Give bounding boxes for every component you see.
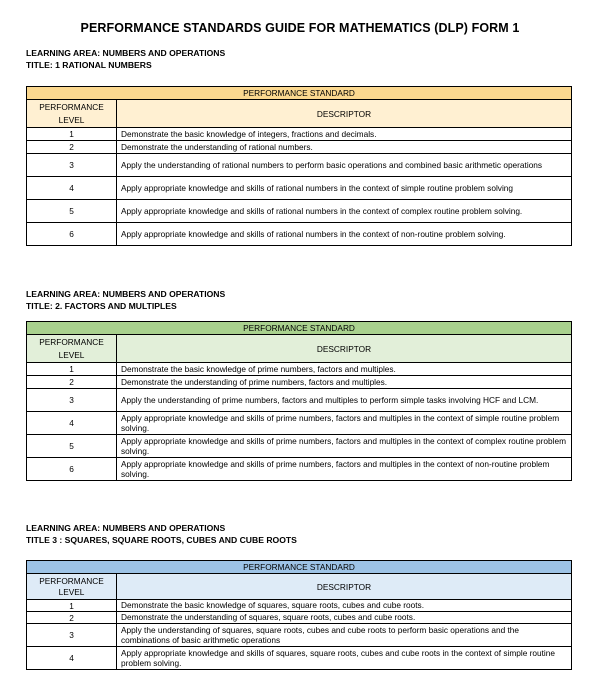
performance-level: 3 [27, 624, 117, 647]
table-row [27, 376, 572, 389]
descriptor: Demonstrate the basic knowledge of squares, square roots, cubes and cube roots. [117, 600, 572, 612]
descriptor: Apply appropriate knowledge and skills of squares, square roots, cubes and cube roots in the context of simple routine problem solving. [117, 647, 572, 670]
column-header-descriptor: DESCRIPTOR [117, 100, 572, 128]
column-header-descriptor: DESCRIPTOR [117, 335, 572, 363]
section-1-learning-area: LEARNING AREA: NUMBERS AND OPERATIONS [26, 48, 226, 58]
section-3-title: TITLE 3 : SQUARES, SQUARE ROOTS, CUBES AND CUBE ROOTS [26, 535, 297, 545]
table-row [27, 154, 572, 177]
descriptor: Demonstrate the understanding of squares, square roots, cubes and cube roots. [117, 612, 572, 624]
table-row [27, 363, 572, 376]
performance-level: 2 [27, 141, 117, 154]
section-2-learning-area: LEARNING AREA: NUMBERS AND OPERATIONS [26, 289, 226, 299]
descriptor: Apply the understanding of squares, square roots, cubes and cube roots to perform basic operations and the combinations of basic arithmetic operations [117, 624, 572, 647]
section-1-meta [26, 47, 225, 71]
descriptor: Demonstrate the understanding of rational numbers. [117, 141, 572, 154]
section-3-table [26, 560, 572, 670]
column-header-descriptor: DESCRIPTOR [117, 574, 572, 600]
column-header-level: PERFORMANCE LEVEL [27, 574, 117, 600]
section-1-title: TITLE: 1 RATIONAL NUMBERS [26, 60, 152, 70]
descriptor: Apply appropriate knowledge and skills of prime numbers, factors and multiples in the context of complex routine problem solving. [117, 435, 572, 458]
section-3-learning-area: LEARNING AREA: NUMBERS AND OPERATIONS [26, 523, 226, 533]
table-row [27, 412, 572, 435]
descriptor: Apply appropriate knowledge and skills of rational numbers in the context of simple routine problem solving [117, 177, 572, 200]
column-header-level: PERFORMANCE LEVEL [27, 335, 117, 363]
descriptor: Apply the understanding of prime numbers, factors and multiples to perform simple tasks involving HCF and LCM. [117, 389, 572, 412]
descriptor: Apply appropriate knowledge and skills of prime numbers, factors and multiples in the context of simple routine problem solving. [117, 412, 572, 435]
table-row [27, 647, 572, 670]
performance-level: 5 [27, 200, 117, 223]
descriptor: Demonstrate the basic knowledge of prime numbers, factors and multiples. [117, 363, 572, 376]
section-2-table [26, 321, 572, 481]
performance-level: 2 [27, 612, 117, 624]
performance-level: 1 [27, 128, 117, 141]
table-row [27, 200, 572, 223]
table-row [27, 177, 572, 200]
descriptor: Apply appropriate knowledge and skills of prime numbers, factors and multiples in the context of non-routine problem solving. [117, 458, 572, 481]
table-row [27, 128, 572, 141]
section-3-meta [26, 522, 297, 546]
table-row [27, 600, 572, 612]
section-2-title: TITLE: 2. FACTORS AND MULTIPLES [26, 301, 177, 311]
table-row [27, 458, 572, 481]
section-2-meta [26, 288, 225, 312]
performance-level: 1 [27, 600, 117, 612]
section-1-table [26, 86, 572, 246]
performance-level: 6 [27, 223, 117, 246]
performance-level: 4 [27, 647, 117, 670]
table-row [27, 141, 572, 154]
performance-level: 3 [27, 154, 117, 177]
performance-level: 1 [27, 363, 117, 376]
performance-level: 4 [27, 177, 117, 200]
table-row [27, 223, 572, 246]
descriptor: Demonstrate the basic knowledge of integers, fractions and decimals. [117, 128, 572, 141]
document-title: PERFORMANCE STANDARDS GUIDE FOR MATHEMATICS (DLP) FORM 1 [80, 21, 520, 35]
performance-level: 4 [27, 412, 117, 435]
table-header: PERFORMANCE STANDARD [27, 87, 572, 100]
performance-level: 2 [27, 376, 117, 389]
descriptor: Apply appropriate knowledge and skills of rational numbers in the context of non-routine problem solving. [117, 223, 572, 246]
descriptor: Demonstrate the understanding of prime numbers, factors and multiples. [117, 376, 572, 389]
page-cutoff [0, 679, 600, 686]
column-header-level: PERFORMANCE LEVEL [27, 100, 117, 128]
table-row [27, 435, 572, 458]
descriptor: Apply appropriate knowledge and skills of rational numbers in the context of complex routine problem solving. [117, 200, 572, 223]
performance-level: 5 [27, 435, 117, 458]
table-header: PERFORMANCE STANDARD [27, 561, 572, 574]
table-row [27, 389, 572, 412]
table-row [27, 624, 572, 647]
performance-level: 6 [27, 458, 117, 481]
table-row [27, 612, 572, 624]
performance-level: 3 [27, 389, 117, 412]
table-header: PERFORMANCE STANDARD [27, 322, 572, 335]
descriptor: Apply the understanding of rational numbers to perform basic operations and combined basic arithmetic operations [117, 154, 572, 177]
